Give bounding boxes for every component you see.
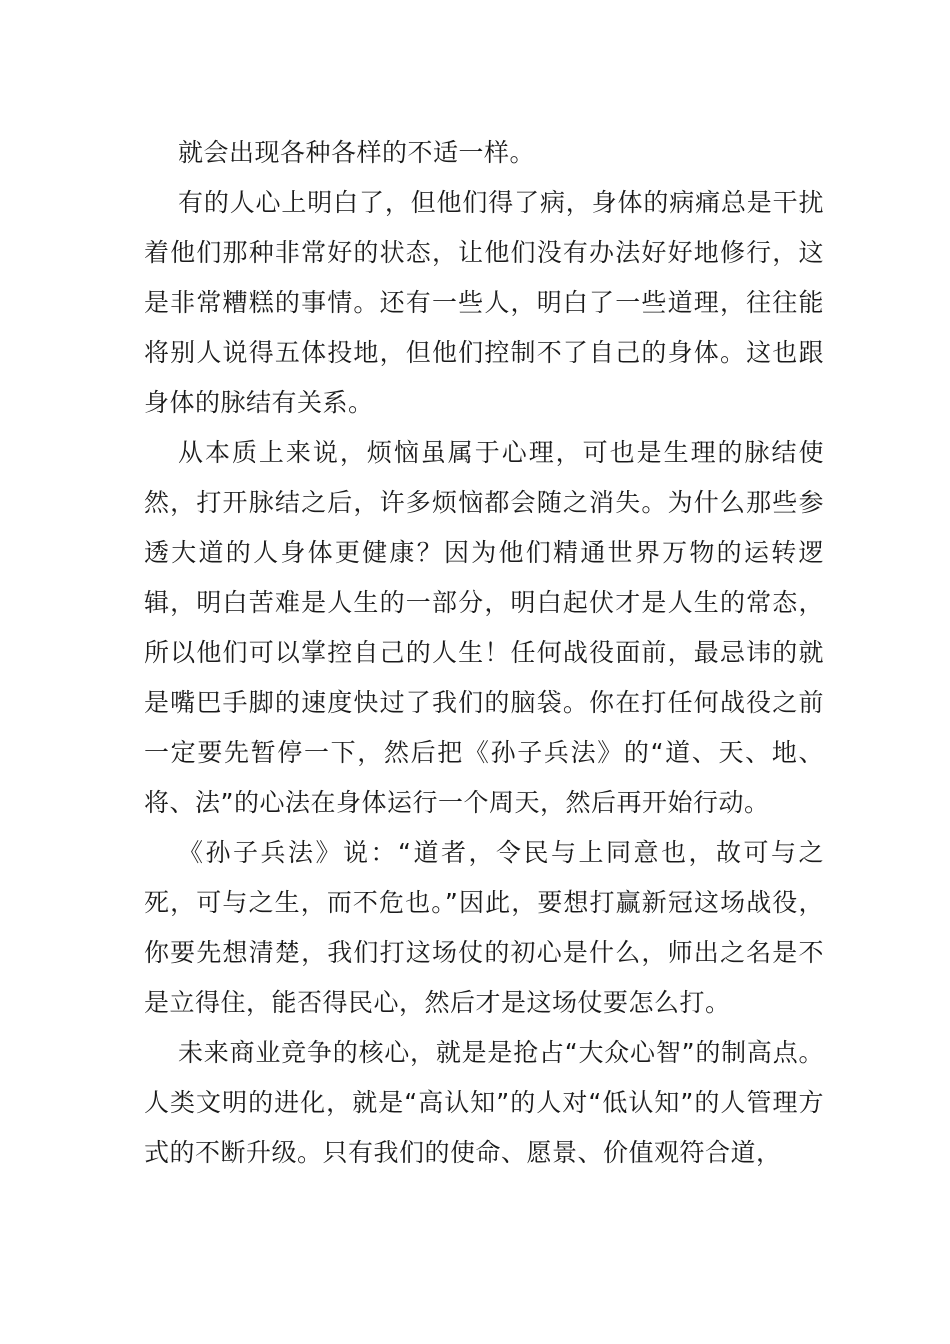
body-text xyxy=(144,128,824,1178)
paragraph-4: 《孙子兵法》说：“道者，令民与上同意也，故可与之死，可与之生，而不危也。”因此，要想打赢新冠这场战役，你要先想清楚，我们打这场仗的初心是什么，师出之名是不是立得住，能否得民心，然后才是这场仗要怎么打。 xyxy=(144,838,824,1017)
paragraph-5: 未来商业竞争的核心，就是是抢占“大众心智”的制高点。人类文明的进化，就是“高认知”的人对“低认知”的人管理方式的不断升级。只有我们的使命、愿景、价值观符合道， xyxy=(144,1038,824,1167)
paragraph-2: 有的人心上明白了，但他们得了病，身体的病痛总是干扰着他们那种非常好的状态，让他们没有办法好好地修行，这是非常糟糕的事情。还有一些人，明白了一些道理，往往能将别人说得五体投地，但他们控制不了自己的身体。这也跟身体的脉结有关系。 xyxy=(144,188,824,417)
paragraph-1: 就会出现各种各样的不适一样。 xyxy=(178,138,536,167)
paragraph-3: 从本质上来说，烦恼虽属于心理，可也是生理的脉结使然，打开脉结之后，许多烦恼都会随之消失。为什么那些参透大道的人身体更健康？因为他们精通世界万物的运转逻辑，明白苦难是人生的一部分，明白起伏才是人生的常态，所以他们可以掌控自己的人生！任何战役面前，最忌讳的就是嘴巴手脚的速度快过了我们的脑袋。你在打任何战役之前一定要先暂停一下，然后把《孙子兵法》的“道、天、地、将、法”的心法在身体运行一个周天，然后再开始行动。 xyxy=(144,438,824,817)
